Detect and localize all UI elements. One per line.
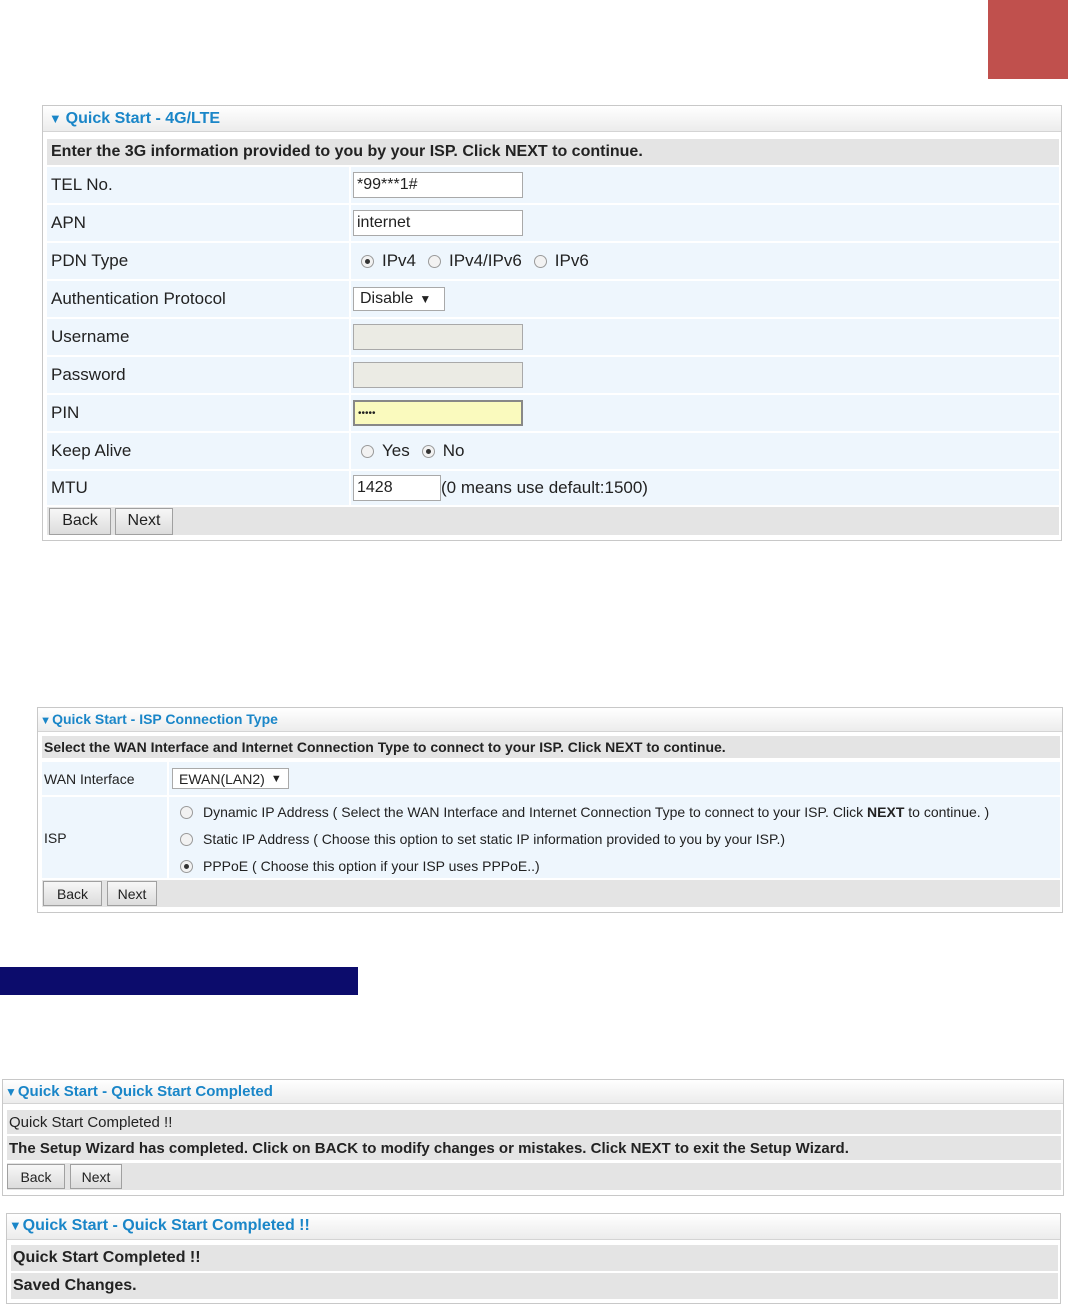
chevron-down-icon: ▼ (419, 292, 432, 306)
radio-icon[interactable] (180, 806, 193, 819)
completed-line1: Quick Start Completed !! (9, 1113, 173, 1131)
completed-saved-panel (6, 1213, 1061, 1304)
auth-protocol-select[interactable]: Disable ▼ (353, 287, 445, 311)
password-label: Password (51, 365, 126, 384)
completed-saved-line1: Quick Start Completed !! (13, 1249, 201, 1266)
isp-label: ISP (44, 829, 67, 846)
isp-intro-text: Select the WAN Interface and Internet Connection Type to connect to your ISP. Click NEXT to continue. (44, 739, 726, 755)
tel-input[interactable] (353, 172, 523, 198)
completed-back-button[interactable]: Back (7, 1164, 65, 1189)
completed-saved-line2-row (11, 1273, 1058, 1299)
pdn-option-ipv4-ipv6[interactable]: IPv4/IPv6 (428, 251, 522, 271)
keepalive-option-yes[interactable]: Yes (361, 441, 410, 461)
keepalive-row (47, 433, 1059, 469)
completed-saved-panel-header (7, 1214, 1060, 1240)
username-label: Username (51, 327, 130, 346)
auth-label: Authentication Protocol (51, 289, 226, 308)
completed-panel-header (3, 1080, 1063, 1104)
lte-panel (42, 105, 1062, 541)
lte-panel-header (43, 106, 1061, 132)
apn-input[interactable] (353, 210, 523, 236)
password-input[interactable] (353, 362, 523, 388)
completed-saved-line2: Saved Changes. (13, 1277, 137, 1294)
password-row (47, 357, 1059, 393)
mtu-row (47, 471, 1059, 505)
isp-intro-row (42, 736, 1060, 758)
isp-option-pppoe[interactable]: PPPoE ( Choose this option if your ISP uses PPPoE..) (180, 853, 540, 879)
isp-back-button[interactable]: Back (43, 881, 102, 906)
isp-options (172, 797, 1060, 878)
isp-type-row (42, 797, 1060, 878)
wan-interface-label: WAN Interface (44, 770, 135, 787)
pdn-label: PDN Type (51, 251, 129, 270)
radio-icon[interactable] (428, 255, 441, 268)
lte-next-button[interactable]: Next (115, 508, 173, 535)
isp-panel-title: Quick Start - ISP Connection Type (52, 711, 278, 727)
tel-label: TEL No. (51, 175, 113, 194)
wan-interface-select[interactable]: EWAN(LAN2) ▼ (172, 768, 289, 789)
isp-panel (37, 707, 1063, 913)
auth-row (47, 281, 1059, 317)
collapse-triangle-icon[interactable]: ▼ (9, 1218, 22, 1233)
wan-interface-row (42, 762, 1060, 795)
chevron-down-icon: ▼ (270, 772, 282, 785)
completed-button-row (7, 1163, 1061, 1190)
section-heading-bar (0, 967, 358, 995)
apn-row (47, 205, 1059, 241)
isp-next-button[interactable]: Next (107, 881, 157, 906)
completed-line2-row (7, 1136, 1061, 1160)
isp-panel-header (38, 708, 1062, 732)
pdn-row (47, 243, 1059, 279)
completed-panel (2, 1079, 1064, 1196)
pdn-option-ipv4[interactable]: IPv4 (361, 251, 416, 271)
radio-selected-icon[interactable] (180, 860, 193, 873)
radio-selected-icon[interactable] (361, 255, 374, 268)
completed-panel-title: Quick Start - Quick Start Completed (17, 1083, 273, 1100)
radio-icon[interactable] (180, 833, 193, 846)
lte-panel-title: Quick Start - 4G/LTE (65, 110, 221, 127)
completed-saved-line1-row (11, 1245, 1058, 1271)
apn-label: APN (51, 213, 86, 232)
keepalive-option-no[interactable]: No (422, 441, 465, 461)
completed-next-button[interactable]: Next (70, 1164, 122, 1189)
pdn-option-ipv6[interactable]: IPv6 (534, 251, 589, 271)
isp-button-row (42, 880, 1060, 907)
isp-option-dynamic[interactable]: Dynamic IP Address ( Select the WAN Interface and Internet Connection Type to connect to your ISP. Click NEXT to continue. ) (180, 799, 989, 825)
pin-row (47, 395, 1059, 431)
lte-intro-text: Enter the 3G information provided to you by your ISP. Click NEXT to continue. (51, 143, 643, 160)
lte-intro-row (47, 139, 1059, 165)
mtu-label: MTU (51, 478, 88, 497)
pin-label: PIN (51, 403, 80, 422)
radio-icon[interactable] (534, 255, 547, 268)
collapse-triangle-icon[interactable]: ▼ (40, 715, 52, 727)
tel-row (47, 167, 1059, 203)
radio-icon[interactable] (361, 445, 374, 458)
lte-button-row (47, 507, 1059, 535)
completed-saved-panel-title: Quick Start - Quick Start Completed !! (22, 1217, 310, 1234)
username-input[interactable] (353, 324, 523, 350)
completed-line1-row (7, 1110, 1061, 1134)
isp-option-static[interactable]: Static IP Address ( Choose this option to set static IP information provided to you by your ISP.) (180, 826, 785, 852)
keepalive-label: Keep Alive (51, 441, 132, 460)
collapse-triangle-icon[interactable]: ▼ (5, 1085, 17, 1099)
collapse-triangle-icon[interactable]: ▼ (49, 111, 62, 126)
lte-back-button[interactable]: Back (49, 508, 111, 535)
mtu-hint: (0 means use default:1500) (441, 478, 648, 497)
username-row (47, 319, 1059, 355)
radio-selected-icon[interactable] (422, 445, 435, 458)
corner-decoration (988, 0, 1068, 79)
pin-input[interactable] (353, 400, 523, 426)
completed-line2: The Setup Wizard has completed. Click on BACK to modify changes or mistakes. Click NEXT to exit the Setup Wizard. (9, 1139, 849, 1157)
mtu-input[interactable] (353, 475, 441, 501)
